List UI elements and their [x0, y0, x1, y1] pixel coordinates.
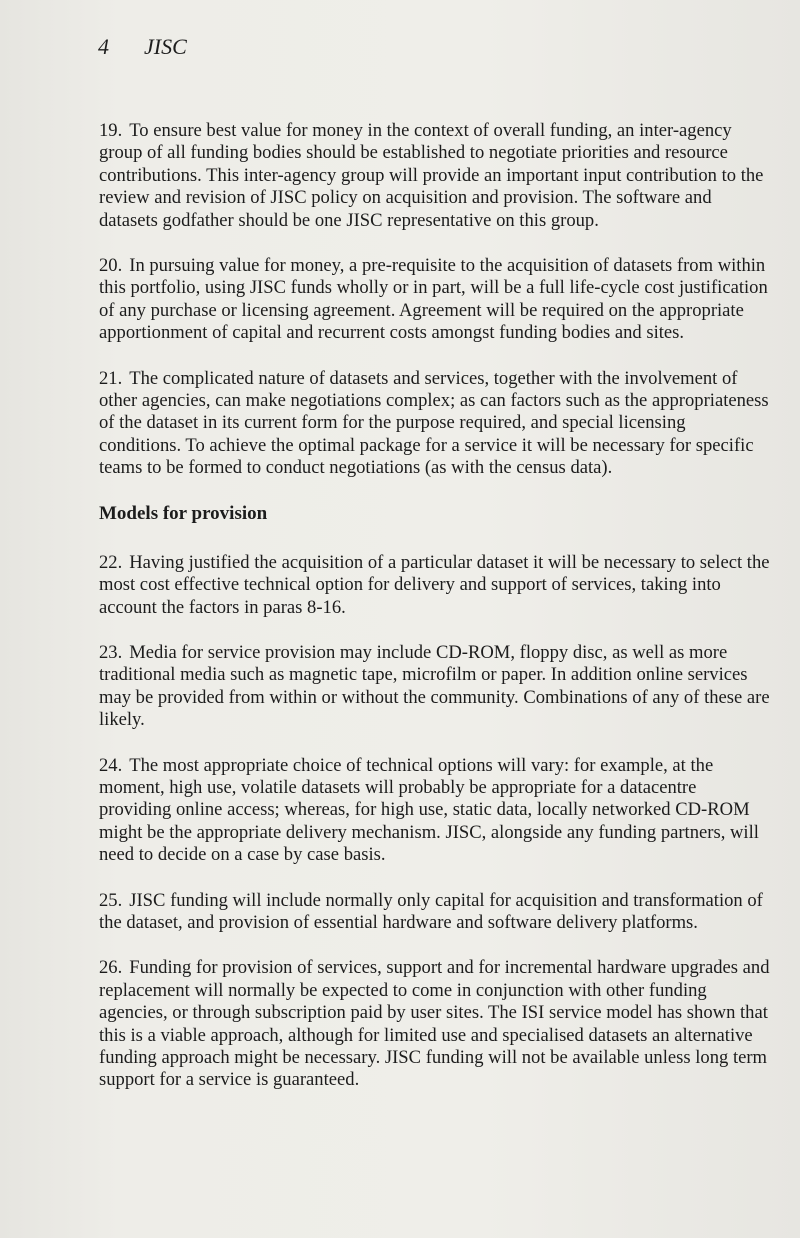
paragraph-22 — [99, 552, 771, 619]
page-number: 4 — [98, 34, 109, 59]
paragraph-text: To ensure best value for money in the context of overall funding, an inter-agency group of all funding bodies should be established to negotiate priorities and resource contributions. This inter-agency group will provide an important input contribution to the review and revision of JISC policy on acquisition and provision. The software and datasets godfather should be one JISC representative on this group. — [99, 120, 764, 231]
running-title: JISC — [144, 34, 187, 59]
paragraph-number: 20. — [99, 255, 123, 277]
paragraph-number: 26. — [99, 957, 123, 979]
section-heading: Models for provision — [99, 502, 268, 524]
paragraph-20 — [99, 255, 771, 345]
paragraph-number: 21. — [99, 367, 123, 389]
paragraph-text: Funding for provision of services, support and for incremental hardware upgrades and replacement will normally be expected to come in conjunction with other funding agencies, or through subscription paid by user sites. The ISI service model has shown that this is a viable approach, although for limited use and specialised datasets an alternative funding approach might be necessary. JISC funding will not be available unless long term support for a service is guaranteed. — [99, 957, 770, 1091]
paragraph-text: Media for service provision may include CD-ROM, floppy disc, as well as more traditional media such as magnetic tape, microfilm or paper. In addition online services may be provided from within or without the community. Combinations of any of these are likely. — [99, 641, 770, 731]
paragraph-25 — [99, 890, 771, 935]
paragraph-number: 23. — [99, 641, 123, 663]
document-body — [99, 120, 771, 1115]
paragraph-text: In pursuing value for money, a pre-requisite to the acquisition of datasets from within this portfolio, using JISC funds wholly or in part, will be a full life-cycle cost justification of any purchase or licensing agreement. Agreement will be required on the appropriate apportionment of capital and recurrent costs amongst funding bodies and sites. — [99, 255, 768, 344]
paragraph-number: 24. — [99, 754, 123, 776]
paragraph-26 — [99, 957, 771, 1091]
paragraph-text: The most appropriate choice of technical options will vary: for example, at the moment, high use, volatile datasets will probably be appropriate for a datacentre providing online access; whereas, for high use, static data, locally networked CD-ROM might be the appropriate delivery mechanism. JISC, alongside any funding partners, will need to decide on a case by case basis. — [99, 754, 759, 866]
paragraph-text: The complicated nature of datasets and services, together with the involvement of other agencies, can make negotiations complex; as can factors such as the appropriateness of the dataset in its current form for the purpose required, and special licensing conditions. To achieve the optimal package for a service it will be necessary for specific teams to be formed to conduct negotiations (as with the census data). — [99, 367, 769, 479]
paragraph-19 — [99, 120, 771, 232]
paragraph-number: 25. — [99, 889, 123, 911]
running-head — [98, 34, 187, 60]
paragraph-24 — [99, 755, 771, 867]
paragraph-text: JISC funding will include normally only capital for acquisition and transformation of the dataset, and provision of essential hardware and software delivery platforms. — [99, 889, 763, 933]
paragraph-21 — [99, 368, 771, 480]
paragraph-text: Having justified the acquisition of a particular dataset it will be necessary to select the most cost effective technical option for delivery and support of services, taking into account the factors in paras 8-16. — [99, 551, 770, 618]
paragraph-number: 19. — [99, 120, 123, 141]
paragraph-23 — [99, 642, 771, 732]
paragraph-number: 22. — [99, 551, 123, 573]
